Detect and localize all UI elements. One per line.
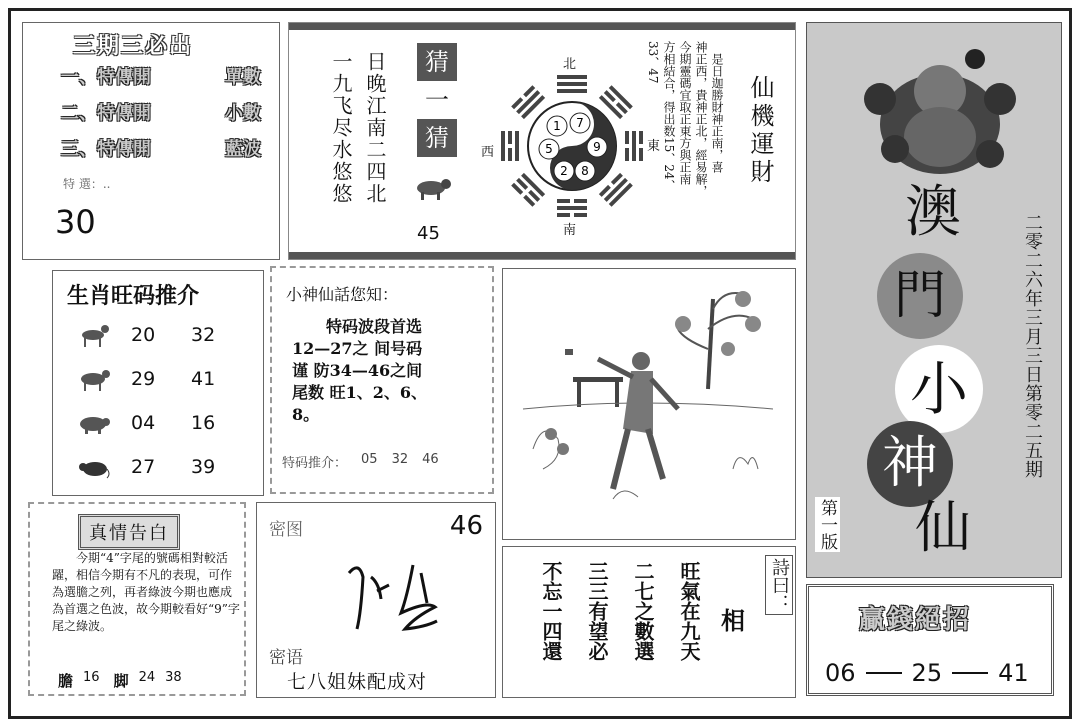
edition-label: 第一版 [815,497,840,552]
three-period-row: 一、特傳開 單數 二、特傳開 小數 三、特傳開 藍波 [61,67,261,160]
bagua-number: 5 [545,142,553,156]
fortune-text-5: 33、47 [646,41,660,84]
man-under-tree-image [503,269,793,537]
dash-divider [952,672,988,674]
poem-col-4: 不忘一四還 [539,561,563,661]
poem-box [502,546,796,698]
bagua-number: 1 [553,119,561,133]
poem-col-1: 旺氣在九天 [677,561,701,661]
poem-title: 相 [721,606,745,635]
fortune-title: 仙機運財 [746,75,774,187]
poem-label: 詩曰： [765,555,793,615]
bagua-number: 2 [560,164,568,178]
masthead-char-2: 門 [877,253,963,339]
three-period-box [22,22,280,260]
bottom-bar [289,252,795,259]
pig-icon [77,410,111,436]
horse-icon [77,366,111,392]
masthead [806,22,1062,578]
zodiac-title: 生肖旺码推介 [67,283,200,309]
bagua-north: 北 [563,57,577,72]
confession-text: 今期“4”字尾的號碼相對較活躍，相信今期有不凡的表現，可作為選膽之列，再者綠波今期也應成為首選之色波，故今期較看好“9”字尾之綠波。 [52,551,240,633]
special-value: 30 [55,203,96,241]
confession-picks: 膽 16 脚 24 38 [58,670,182,690]
masthead-char-5: 仙 [915,496,971,561]
top-bar [289,23,795,30]
masthead-char-4: 神 [867,421,953,507]
secret-title: 密图 [269,520,303,540]
dash-divider [866,672,902,674]
bagua-west: 西 [481,145,495,160]
fortune-text-2: 神正西，貴神正北，經易解， [694,41,708,197]
secret-box [256,502,496,698]
issue-date: 二零二六年三月三日第零二五期 [1022,213,1043,479]
secret-saying: 七八姐妹配成对 [287,671,428,693]
poem-col-2: 二七之數選 [631,561,655,661]
three-period-title: 三期三必出 [73,33,194,59]
win-box [806,584,1054,696]
deer-icon [77,322,111,348]
zodiac-row: 29 41 [77,359,257,399]
secret-number: 46 [449,511,483,541]
masthead-char-1: 澳 [905,180,961,245]
zodiac-box [52,270,264,496]
zodiac-row: 04 16 [77,403,257,443]
bagua-number: 8 [581,164,589,178]
bagua-number: 9 [593,140,601,154]
bagua-south: 南 [563,223,577,238]
win-numbers: 06 25 41 [825,659,1029,687]
bagua-diagram [497,71,647,221]
rat-icon [77,454,111,480]
zodiac-row: 27 39 [77,447,257,487]
fortune-text-4: 方相結合，得出数15、24、 [662,41,676,192]
notice-title: 小神仙話您知： [286,285,399,304]
riddle-col-1: 一九飞尽水悠悠 [329,51,353,205]
notice-special: 特码推介： 05 32 46 [282,452,439,471]
guess-title: 猜 一 猜 [417,43,457,157]
handwritten-symbol-image [331,543,451,633]
masthead-char-3: 小 [895,345,983,433]
riddle-number: 45 [417,223,440,244]
confession-title: 真情告白 [78,514,180,550]
bagua-east: 東 [647,139,661,154]
tiger-icon [413,175,453,201]
zodiac-row: 20 32 [77,315,257,355]
win-title: 贏錢絕招 [859,605,972,635]
special-label: 特 選：.. [63,177,111,191]
bagua-number: 7 [576,116,584,130]
illustration-box [502,268,796,540]
secret-saying-label: 密语 [269,648,303,668]
riddle-col-2: 日晚江南二四北 [363,51,387,205]
notice-box [270,266,494,494]
riddle-bagua-box [288,22,796,260]
poem-col-3: 三三有望必 [585,561,609,661]
fortune-text-3: 今期靈碼宜取正東方與正南 [678,41,692,185]
confession-box [28,502,246,696]
fortune-text-1: 是日迦勝財神正南，喜 [710,53,724,173]
notice-body: 特码波段首选 12—27之 间号码 谨 防34—46之间 尾数 旺1、2、6、 8。 [292,317,427,424]
